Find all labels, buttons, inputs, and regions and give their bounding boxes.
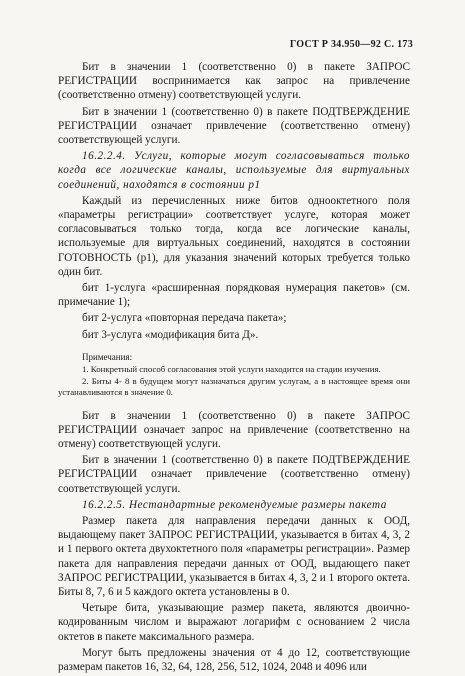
paragraph: Размер пакета для направления передачи данных к ООД, выдающему пакет ЗАПРОС РЕГИСТРАЦИИ, указывается в битах 4, 3, 2 и 1 первого октета двухоктетного поля «параметры регистрации». Размер пакета для направления передачи данных от ООД, выдающего пакет ЗАПРОС РЕГИСТРАЦИИ, указывается в битах 4, 3, 2 и 1 второго октета. Биты 8, 7, 6 и 5 каждого октета установлены в 0. — [58, 514, 410, 598]
list-item: бит 3-услуга «модификация бита Д». — [82, 328, 259, 341]
page-header: ГОСТ Р 34.950—92 С. 173 — [289, 39, 413, 50]
paragraph: Могут быть предложены значения от 4 до 12, соответствующие размерам пакетов 16, 32, 64, 128, 256, 512, 1024, 2048 и 4096 или — [58, 646, 410, 674]
paragraph: Четыре бита, указывающие размер пакета, являются двоично-кодированным числом и выражают логарифм с основанием 2 числа октетов в пакете максимального размера. — [58, 602, 410, 643]
paragraph: Бит в значении 1 (соответственно 0) в пакете ПОДТВЕРЖДЕНИЕ РЕГИСТРАЦИИ означает привлечение (соответственно отмену) соответствующей услуги. — [58, 105, 410, 147]
note-item: 2. Биты 4- 8 в будущем могут назначаться другим услугам, а в настоящее время они устанавливаются в значение 0. — [58, 375, 410, 398]
notes-title: Примечания: — [82, 351, 133, 362]
paragraph: Бит в значении 1 (соответственно 0) в пакете ПОДТВЕРЖДЕНИЕ РЕГИСТРАЦИИ означает привлечение (соответственно отмену) соответствующей услуги. — [58, 454, 410, 495]
paragraph: Бит в значении 1 (соответственно 0) в пакете ЗАПРОС РЕГИСТРАЦИИ воспринимается как запрос на привлечение (соответственно отмену) соответствующей услуги. — [58, 61, 410, 102]
list-item: бит 2-услуга «повторная передача пакета»; — [82, 312, 287, 325]
paragraph: Каждый из перечисленных ниже битов однооктетного поля «параметры регистрации» соответствует услуге, которая может согласовываться только тогда, когда все логические каналы, используемые для виртуальных соединений, находятся в состоянии ГОТОВНОСТЬ (р1), для указания значений которых требуется только один бит. — [58, 194, 410, 278]
note-item: 1. Конкретный способ согласования этой услуги находится на стадии изучения. — [82, 364, 381, 375]
page-content — [58, 60, 410, 676]
list-item: бит 1-услуга «расширенная порядковая нумерация пакетов» (см. примечание 1); — [58, 282, 410, 309]
paragraph: Бит в значении 1 (соответственно 0) в пакете ЗАПРОС РЕГИСТРАЦИИ означает запрос на привлечение (соответственно на отмену) соответствующей услуги. — [58, 409, 410, 450]
section-heading: 16.2.2.5. Нестандартные рекомендуемые размеры пакета — [82, 498, 387, 511]
section-heading: 16.2.2.4. Услуги, которые могут согласовываться только когда все логические каналы, используемые для виртуальных соединений, находятся в состоянии р1 — [58, 150, 410, 191]
